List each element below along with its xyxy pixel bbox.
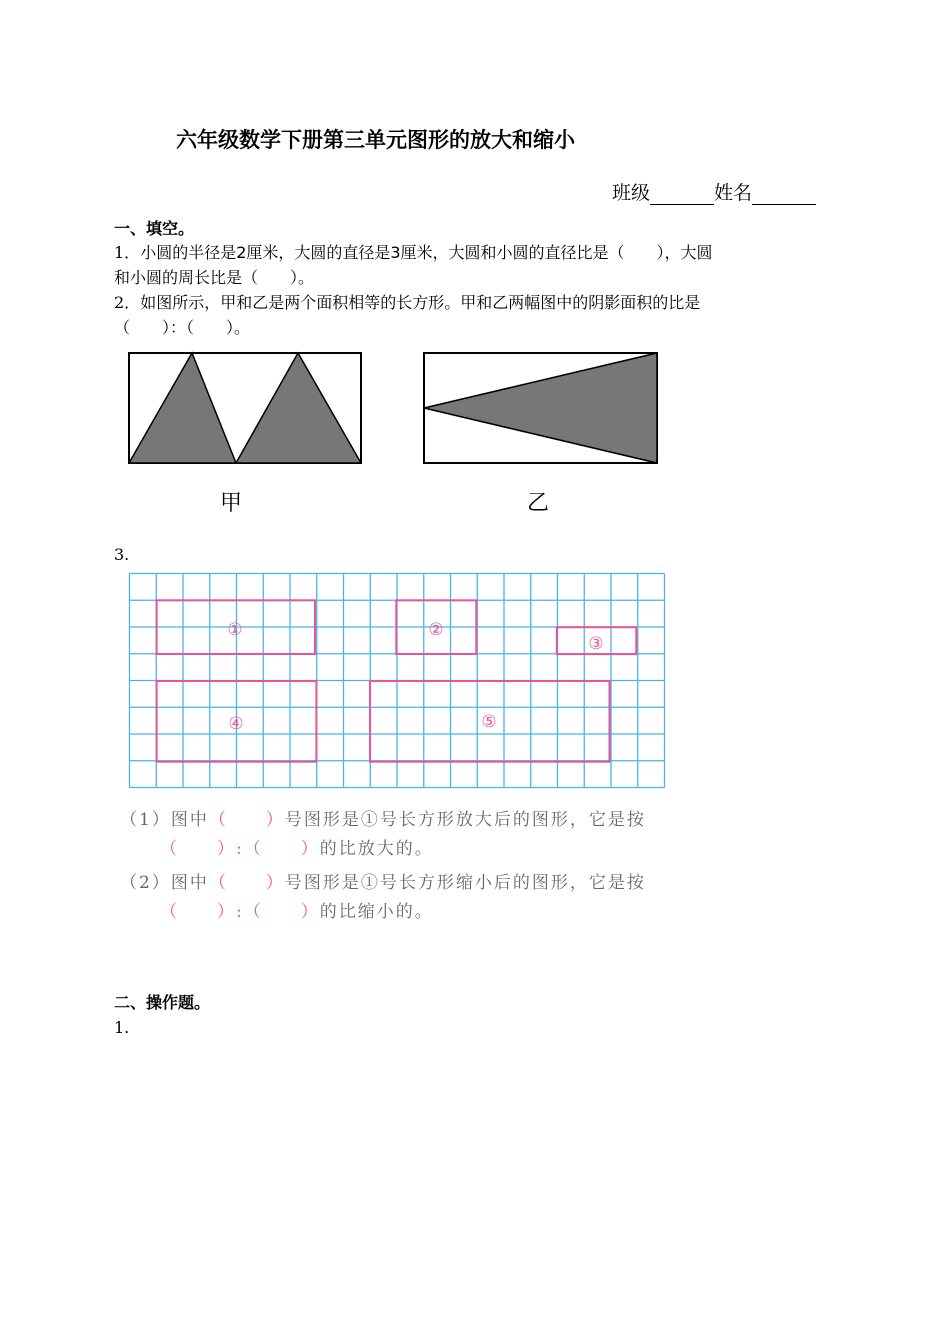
q3-sub2-ratio-blank[interactable]: （ ）:（ ） (160, 902, 320, 922)
section2-heading: 二、操作题。 (114, 993, 211, 1012)
section2-q1-number: 1. (114, 1018, 130, 1037)
q3-sub1-ratio-blank[interactable]: （ ）:（ ） (160, 839, 320, 859)
class-label: 班级 (612, 182, 651, 204)
q3-sub2-line1 (120, 868, 646, 893)
class-name-line (612, 178, 816, 205)
q2-line1 (114, 290, 700, 315)
shape-label-3: ③ (588, 634, 604, 654)
q2-text-1: 如图所示，甲和乙是两个面积相等的长方形。甲和乙两幅图中的阴影面积的比是 (140, 293, 701, 312)
shape-label-4: ④ (228, 714, 244, 734)
q3-sub2-prefix: （2）图中 (120, 873, 209, 893)
q1-number: 1． (114, 243, 141, 262)
q3-sub1-suffix: 的比放大的。 (319, 839, 434, 859)
q1-line2: 和小圆的周长比是（ ）。 (114, 268, 315, 287)
q3-sub1-prefix: （1）图中 (120, 810, 209, 830)
shape-label-2: ② (428, 620, 444, 640)
q3-sub1-text: 号图形是①号长方形放大后的图形，它是按 (284, 810, 646, 830)
name-blank[interactable] (752, 184, 816, 205)
q3-sub1-line1 (120, 805, 646, 830)
figure-jia (126, 350, 366, 468)
q3-sub2-line2 (160, 897, 434, 922)
q3-sub2-suffix: 的比缩小的。 (319, 902, 434, 922)
page-title: 六年级数学下册第三单元图形的放大和缩小 (176, 128, 575, 152)
name-label: 姓名 (714, 182, 753, 204)
shape-label-5: ⑤ (481, 712, 497, 732)
q3-sub2-text: 号图形是①号长方形缩小后的图形，它是按 (284, 873, 646, 893)
q2-number: 2． (114, 293, 141, 312)
q3-number: 3. (114, 545, 130, 564)
label-yi: 乙 (527, 491, 550, 516)
q3-sub1-line2 (160, 834, 434, 859)
shape-label-1: ① (227, 620, 243, 640)
class-blank[interactable] (650, 184, 714, 205)
figure-yi (421, 350, 661, 468)
section1-heading: 一、填空。 (114, 219, 195, 238)
q2-line2: （ ）：（ ）。 (114, 318, 251, 337)
label-jia: 甲 (220, 491, 243, 516)
q3-sub1-blank[interactable]: （ ） (208, 810, 285, 830)
q1-line1 (114, 240, 713, 265)
q3-sub2-blank[interactable]: （ ） (208, 873, 285, 893)
q1-text-1: 小圆的半径是2厘米，大圆的直径是3厘米，大圆和小圆的直径比是（ ），大圆 (140, 243, 713, 262)
grid-figure (125, 568, 669, 794)
